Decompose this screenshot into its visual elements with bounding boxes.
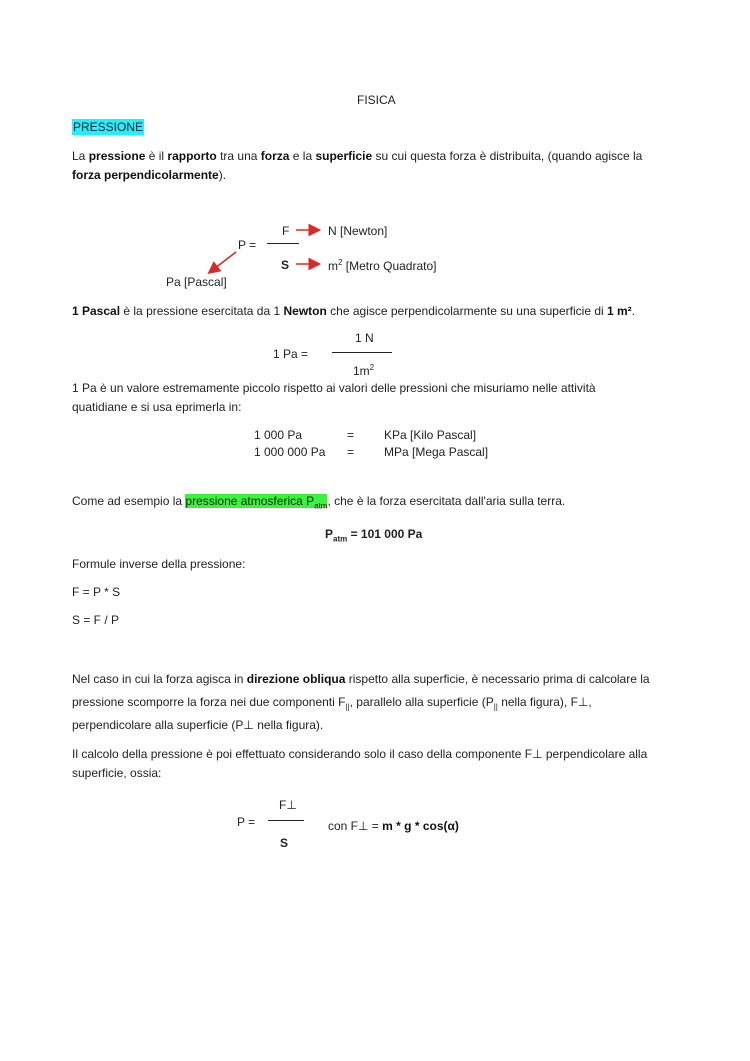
conversion-unit: MPa [Mega Pascal] — [384, 445, 489, 459]
intro-paragraph: La pressione è il rapporto tra una forza e la superficie su cui questa forza è distribuita, (quando agisce la forza perpendicolarmente). — [72, 149, 643, 182]
page-title: FISICA — [357, 93, 396, 107]
atm-sentence: Come ad esempio la pressione atmosferica $P_{atm}$, che è la forza esercitata dall'aria sulla terra. — [72, 494, 566, 511]
formula1-den-unit: $m^2$ [Metro Quadrato] — [328, 258, 437, 273]
formula3-condition: con F⊥ = m * g * cos(α) — [328, 819, 459, 833]
formula2-fraction-bar — [332, 352, 392, 353]
atm-formula: $P_{atm} = 101$ 000 Pa — [325, 527, 423, 544]
formula1-lhs: P = — [238, 238, 257, 252]
formula2-den: $1m^2$ — [353, 363, 375, 378]
conversion-equals: = — [347, 428, 355, 442]
atm-highlight: pressione atmosferica $P_{atm}$ — [185, 494, 328, 511]
formula3-lhs: P = — [237, 815, 256, 829]
conversion-unit: KPa [Kilo Pascal] — [384, 428, 477, 442]
pascal-definition: 1 Pascal è la pressione esercitata da 1 Newton che agisce perpendicolarmente su una superficie di 1 m². — [72, 304, 636, 318]
arrow-to-pascal-icon — [210, 252, 236, 272]
small-value-paragraph: 1 Pa è un valore estremamente piccolo rispetto ai valori delle pressioni che misuriamo nelle attività quatidiane e si usa eprimerla in: — [72, 381, 596, 414]
section-heading: PRESSIONE — [73, 120, 144, 134]
formula1-pressure-unit: Pa [Pascal] — [166, 275, 227, 289]
formula3-num: F⊥ — [279, 798, 297, 812]
formula1-num: F — [282, 224, 290, 238]
inverse-formula-surface: S = F / P — [72, 613, 120, 627]
formula3-fraction-bar — [268, 820, 304, 821]
inverse-heading: Formule inverse della pressione: — [72, 557, 246, 571]
formula2-num: 1 N — [355, 331, 374, 345]
inverse-formula-force: F = P * S — [72, 585, 121, 599]
conversion-value: 1 000 000 Pa — [254, 445, 326, 459]
formula1-num-unit: N [Newton] — [328, 224, 388, 238]
formula1-fraction-bar — [267, 243, 299, 244]
calc-paragraph: Il calcolo della pressione è poi effettuato considerando solo il caso della componente F⊥ perpendicolare alla superficie, ossia: — [72, 747, 648, 780]
formula2-lhs: 1 Pa = — [273, 347, 309, 361]
oblique-paragraph: Nel caso in cui la forza agisca in direzione obliqua rispetto alla superficie, è necessario prima di calcolare la pressione scomporre la forza nei due componenti $F_{||}$, parallelo alla superficie ($P_{||}$ nella figura), F⊥, perpendicolare alla superficie (P⊥ nella figura). — [72, 672, 650, 733]
conversion-equals: = — [347, 445, 355, 459]
formula3-den: S — [280, 836, 289, 850]
formula1-den: S — [281, 258, 290, 272]
conversion-value: 1 000 Pa — [254, 428, 303, 442]
